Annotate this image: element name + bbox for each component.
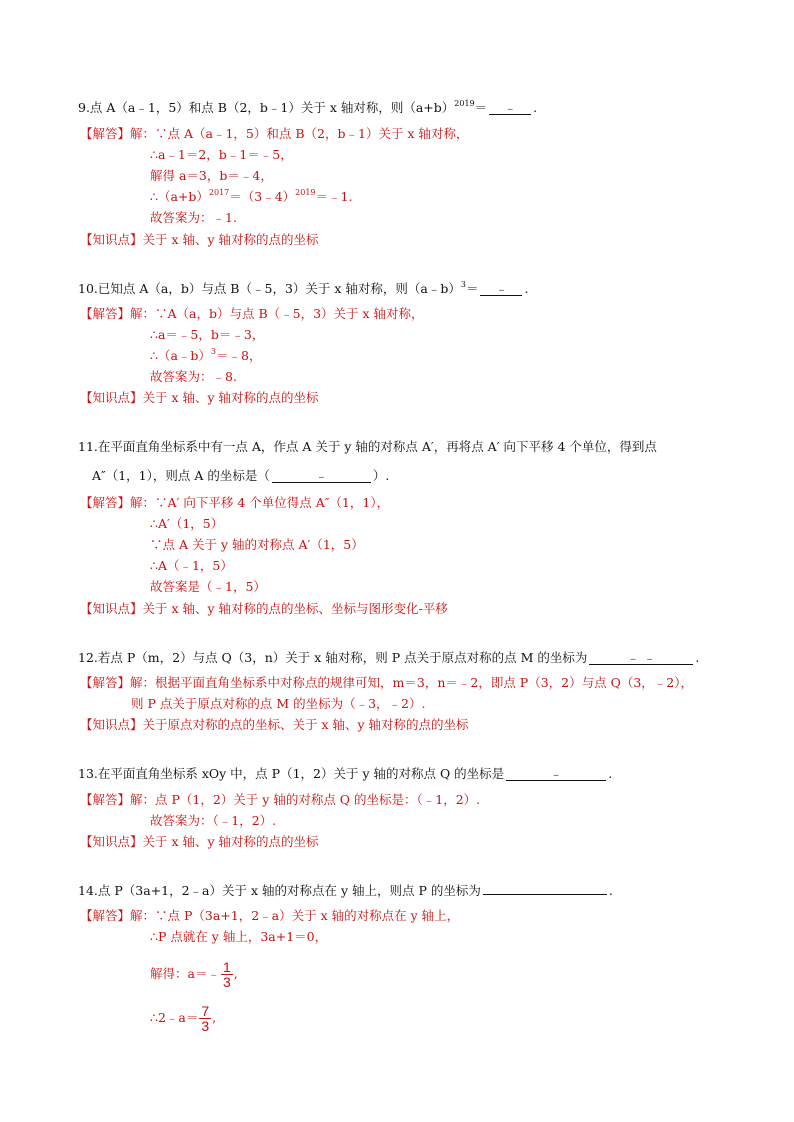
solution-line [150, 1001, 216, 1035]
question-11-line2 [92, 468, 389, 484]
question-10-end: . [524, 281, 529, 296]
question-10-exponent: 3 [460, 280, 466, 289]
fraction [221, 960, 233, 989]
question-12-end: . [695, 650, 700, 665]
solution-tag: 【解答】 [80, 792, 131, 807]
solution-line [80, 126, 468, 142]
fraction [199, 1004, 211, 1033]
knowledge-tag: 【知识点】 [80, 390, 143, 405]
knowledge-point [80, 601, 448, 617]
question-14-end: . [608, 883, 613, 898]
solution-exponent: 2019 [295, 188, 316, 197]
fraction-numerator: 7 [201, 1003, 210, 1019]
question-11: 11.在平面直角坐标系中有一点 A，作点 A 关于 y 轴的对称点 A′，再将点 A′ 向下平移 4 个单位，得到点 [78, 439, 657, 454]
question-14 [78, 883, 613, 899]
question-14-text: 14.点 P（3a+1，2﹣a）关于 x 轴的对称点在 y 轴上，则点 P 的坐标为 [78, 883, 481, 898]
answer-blank: ﹣ ﹣ [589, 651, 693, 665]
solution-line: ∴P 点就在 y 轴上，3a+1＝0， [150, 929, 328, 944]
knowledge-tag: 【知识点】 [80, 232, 143, 247]
knowledge-tag: 【知识点】 [80, 717, 143, 732]
solution-tag: 【解答】 [80, 908, 131, 923]
question-12-text: 12.若点 P（m，2）与点 Q（3，n）关于 x 轴对称，则 P 点关于原点对称的点 M 的坐标为 [78, 650, 588, 665]
solution-text: ＝﹣8， [216, 348, 262, 363]
solution-line [80, 908, 459, 924]
answer-blank: ﹣ [506, 767, 606, 781]
solution-text: 解：点 P（1，2）关于 y 轴的对称点 Q 的坐标是：（﹣1，2）. [130, 792, 481, 807]
solution-line: 故答案为：（﹣1，2）. [150, 813, 277, 828]
knowledge-point [80, 232, 319, 248]
question-9-end: . [533, 100, 538, 115]
answer-blank: ﹣ [489, 101, 531, 115]
solution-line: ∴A（﹣1，5） [150, 558, 233, 573]
knowledge-text: 关于原点对称的点的坐标、关于 x 轴、y 轴对称的点的坐标 [142, 717, 469, 732]
solution-line [150, 957, 238, 991]
solution-text: 解：∵A′ 向下平移 4 个单位得点 A″（1，1）， [130, 495, 390, 510]
knowledge-point [80, 390, 319, 406]
solution-tag: 【解答】 [80, 675, 131, 690]
solution-text: , [212, 1010, 217, 1025]
knowledge-point [80, 717, 469, 733]
solution-line [80, 306, 424, 322]
solution-line [80, 675, 693, 691]
question-10-text: 10.已知点 A（a，b）与点 B（﹣5，3）关于 x 轴对称，则（a﹣b） [78, 281, 461, 296]
solution-tag: 【解答】 [80, 126, 131, 141]
knowledge-text: 关于 x 轴、y 轴对称的点的坐标 [142, 390, 319, 405]
fraction-numerator: 1 [222, 959, 231, 975]
solution-line: ∴a﹣1＝2，b﹣1＝﹣5， [150, 147, 293, 162]
solution-text: ＝（3﹣4） [229, 189, 296, 204]
knowledge-point [80, 834, 319, 850]
solution-tag: 【解答】 [80, 495, 131, 510]
solution-text: ∴（a﹣b） [150, 348, 211, 363]
solution-text: 解：∵点 P（3a+1，2﹣a）关于 x 轴的对称点在 y 轴上， [130, 908, 460, 923]
solution-line: ∴a＝﹣5，b＝﹣3， [150, 327, 265, 342]
question-9-equals: ＝ [474, 100, 488, 115]
solution-text: 解得：a＝﹣ [150, 966, 220, 981]
knowledge-text: 关于 x 轴、y 轴对称的点的坐标、坐标与图形变化-平移 [142, 601, 448, 616]
solution-line: 故答案为：﹣8. [150, 369, 237, 384]
solution-line [150, 348, 261, 364]
fraction-denominator: 3 [222, 974, 231, 990]
solution-line [150, 189, 352, 205]
solution-text: ∴2﹣a＝ [150, 1010, 199, 1025]
solution-text: ＝﹣1. [315, 189, 353, 204]
solution-line: ∵点 A 关于 y 轴的对称点 A′（1，5） [150, 537, 364, 552]
knowledge-text: 关于 x 轴、y 轴对称的点的坐标 [142, 834, 319, 849]
solution-line [80, 495, 389, 511]
question-10-equals: ＝ [465, 281, 479, 296]
solution-line: 故答案为：﹣1. [150, 210, 237, 225]
question-10 [78, 281, 528, 297]
question-9-text: 9.点 A（a﹣1，5）和点 B（2，b﹣1）关于 x 轴对称，则（a+b） [78, 100, 455, 115]
solution-line: 故答案是（﹣1，5） [150, 579, 266, 594]
solution-text: ∴（a+b） [150, 189, 209, 204]
fraction-denominator: 3 [201, 1018, 210, 1034]
solution-text: 解：∵A（a，b）与点 B（﹣5，3）关于 x 轴对称， [130, 306, 424, 321]
solution-line [80, 792, 480, 808]
knowledge-tag: 【知识点】 [80, 834, 143, 849]
question-13-end: . [608, 766, 613, 781]
question-12 [78, 650, 699, 666]
knowledge-text: 关于 x 轴、y 轴对称的点的坐标 [142, 232, 319, 247]
question-11-text: A″（1，1），则点 A 的坐标是（ [92, 468, 270, 483]
solution-exponent: 2017 [208, 188, 230, 197]
solution-exponent: 3 [210, 347, 217, 356]
knowledge-tag: 【知识点】 [80, 601, 143, 616]
solution-tag: 【解答】 [80, 306, 131, 321]
question-13-text: 13.在平面直角坐标系 xOy 中，点 P（1，2）关于 y 轴的对称点 Q 的坐标是 [78, 766, 505, 781]
solution-text: 解：∵点 A（a﹣1，5）和点 B（2，b﹣1）关于 x 轴对称， [130, 126, 469, 141]
solution-line: ∴A′（1，5） [150, 516, 224, 531]
question-9-exponent: 2019 [454, 99, 475, 108]
question-13 [78, 766, 612, 782]
answer-blank: ﹣ [272, 469, 371, 483]
answer-blank: ﹣ [480, 282, 522, 296]
solution-text: , [233, 966, 238, 981]
solution-line: 则 P 点关于原点对称的点 M 的坐标为（﹣3，﹣2）. [131, 696, 426, 711]
question-9 [78, 100, 537, 116]
solution-text: 解：根据平面直角坐标系中对称点的规律可知，m＝3，n＝﹣2，即点 P（3，2）与点 Q（3，﹣2）， [130, 675, 693, 690]
question-11-end: ）. [372, 468, 390, 483]
answer-blank [483, 894, 607, 895]
solution-line: 解得 a＝3，b＝﹣4， [150, 168, 273, 183]
